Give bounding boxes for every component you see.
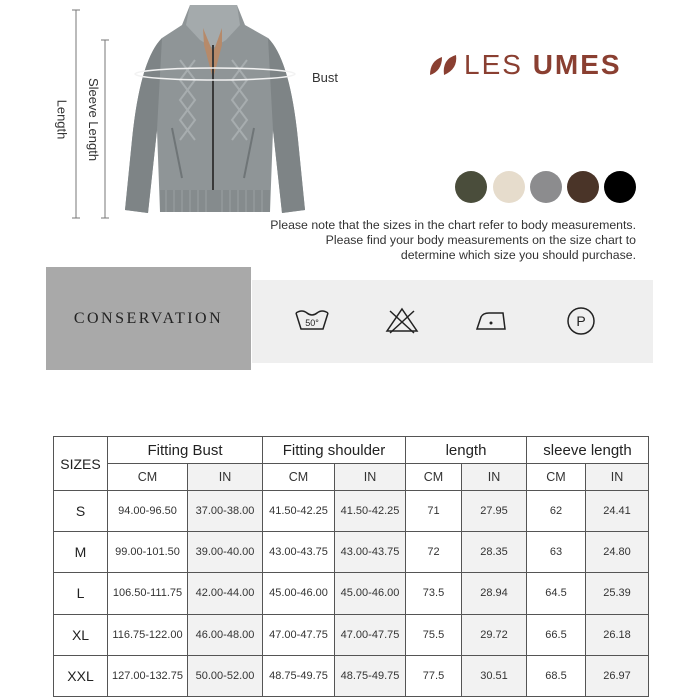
dry-clean-p-icon xyxy=(565,305,597,337)
size-cell: L xyxy=(54,573,108,614)
table-row xyxy=(54,614,649,655)
unit-header: CM xyxy=(406,464,462,491)
table-cell: 75.5 xyxy=(406,614,462,655)
table-row xyxy=(54,532,649,573)
size-cell: S xyxy=(54,491,108,532)
table-cell: 94.00-96.50 xyxy=(108,491,188,532)
size-note xyxy=(216,218,636,263)
table-cell: 63 xyxy=(527,532,586,573)
brand-name-part1: LES xyxy=(464,49,533,80)
table-row xyxy=(54,573,649,614)
table-cell: 47.00-47.75 xyxy=(335,614,406,655)
bust-label: Bust xyxy=(312,70,339,85)
table-cell: 62 xyxy=(527,491,586,532)
table-cell: 45.00-46.00 xyxy=(335,573,406,614)
size-cell: M xyxy=(54,532,108,573)
iron-low-icon xyxy=(473,305,509,335)
table-cell: 47.00-47.75 xyxy=(263,614,335,655)
size-cell: XL xyxy=(54,614,108,655)
table-cell: 25.39 xyxy=(586,573,649,614)
color-swatch-beige[interactable] xyxy=(493,171,525,203)
color-swatch-olive[interactable] xyxy=(455,171,487,203)
length-label: Length xyxy=(54,99,70,140)
table-cell: 77.5 xyxy=(406,655,462,696)
table-cell: 27.95 xyxy=(462,491,527,532)
table-cell: 24.41 xyxy=(586,491,649,532)
unit-header: CM xyxy=(263,464,335,491)
table-unit-header-row xyxy=(54,464,649,491)
table-cell: 41.50-42.25 xyxy=(335,491,406,532)
table-cell: 45.00-46.00 xyxy=(263,573,335,614)
sizes-header: SIZES xyxy=(54,437,108,491)
table-group-header-row xyxy=(54,437,649,464)
table-cell: 28.94 xyxy=(462,573,527,614)
table-cell: 68.5 xyxy=(527,655,586,696)
table-cell: 72 xyxy=(406,532,462,573)
table-cell: 127.00-132.75 xyxy=(108,655,188,696)
group-header-length: length xyxy=(406,437,527,464)
unit-header: IN xyxy=(586,464,649,491)
note-line-3: determine which size you should purchase. xyxy=(400,248,636,262)
product-image xyxy=(60,0,360,225)
unit-header: IN xyxy=(462,464,527,491)
brand-name-part2: UMES xyxy=(532,49,622,80)
table-cell: 116.75-122.00 xyxy=(108,614,188,655)
table-cell: 73.5 xyxy=(406,573,462,614)
table-row xyxy=(54,491,649,532)
table-cell: 64.5 xyxy=(527,573,586,614)
table-cell: 43.00-43.75 xyxy=(335,532,406,573)
wash-50-icon xyxy=(293,305,331,335)
table-cell: 30.51 xyxy=(462,655,527,696)
table-cell: 24.80 xyxy=(586,532,649,573)
table-cell: 46.00-48.00 xyxy=(188,614,263,655)
color-swatch-brown[interactable] xyxy=(567,171,599,203)
table-cell: 43.00-43.75 xyxy=(263,532,335,573)
table-cell: 50.00-52.00 xyxy=(188,655,263,696)
table-cell: 99.00-101.50 xyxy=(108,532,188,573)
table-cell: 37.00-38.00 xyxy=(188,491,263,532)
dry-clean-letter: P xyxy=(576,313,586,329)
table-cell: 26.18 xyxy=(586,614,649,655)
table-cell: 39.00-40.00 xyxy=(188,532,263,573)
group-header-fitting-shoulder: Fitting shoulder xyxy=(263,437,406,464)
note-line-2: Please find your body measurements on the size chart to xyxy=(325,233,636,247)
table-cell: 26.97 xyxy=(586,655,649,696)
brand-name xyxy=(464,49,622,81)
leaf-logo-icon xyxy=(428,53,458,77)
table-cell: 42.00-44.00 xyxy=(188,573,263,614)
conservation-title: CONSERVATION xyxy=(73,310,224,327)
size-chart-table xyxy=(53,436,649,697)
color-swatch-black[interactable] xyxy=(604,171,636,203)
group-header-sleeve-length: sleeve length xyxy=(527,437,649,464)
unit-header: IN xyxy=(335,464,406,491)
table-cell: 29.72 xyxy=(462,614,527,655)
table-cell: 48.75-49.75 xyxy=(263,655,335,696)
unit-header: IN xyxy=(188,464,263,491)
group-header-fitting-bust: Fitting Bust xyxy=(108,437,263,464)
note-line-1: Please note that the sizes in the chart refer to body measurements. xyxy=(270,218,636,232)
table-cell: 106.50-111.75 xyxy=(108,573,188,614)
table-row xyxy=(54,655,649,696)
table-cell: 71 xyxy=(406,491,462,532)
sleeve-length-label: Sleeve Length xyxy=(86,77,102,162)
unit-header: CM xyxy=(108,464,188,491)
table-cell: 28.35 xyxy=(462,532,527,573)
table-cell: 41.50-42.25 xyxy=(263,491,335,532)
table-cell: 48.75-49.75 xyxy=(335,655,406,696)
unit-header: CM xyxy=(527,464,586,491)
color-swatch-grey[interactable] xyxy=(530,171,562,203)
brand-logo xyxy=(428,48,622,82)
no-bleach-icon xyxy=(384,305,420,335)
size-cell: XXL xyxy=(54,655,108,696)
table-cell: 66.5 xyxy=(527,614,586,655)
wash-temp-label: 50° xyxy=(305,318,319,328)
